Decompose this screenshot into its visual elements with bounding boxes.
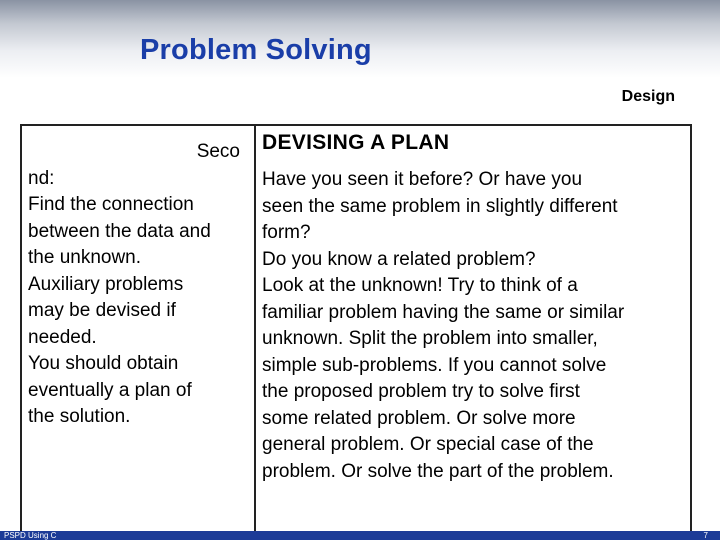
left-line: eventually a plan of xyxy=(28,379,192,401)
slide-subtitle: Design xyxy=(621,88,675,105)
slide-title: Problem Solving xyxy=(140,34,372,66)
left-border xyxy=(20,124,22,531)
left-line: Auxiliary problems xyxy=(28,273,184,295)
left-line: between the data and xyxy=(28,220,211,242)
right-border xyxy=(690,124,692,531)
right-line: familiar problem having the same or similar xyxy=(262,301,625,323)
footer-label: PSPD Using C xyxy=(4,531,57,540)
right-line: general problem. Or special case of the xyxy=(262,434,594,455)
left-line: needed. xyxy=(28,326,97,348)
left-line: the unknown. xyxy=(28,247,142,268)
right-line: some related problem. Or solve more xyxy=(262,407,576,429)
right-column xyxy=(262,131,690,485)
right-body xyxy=(262,167,690,485)
left-line: Find the connection xyxy=(28,194,194,215)
right-line: simple sub-problems. If you cannot solve xyxy=(262,354,607,376)
left-line: nd: xyxy=(28,167,55,189)
left-line: the solution. xyxy=(28,406,131,427)
page-number: 7 xyxy=(703,531,708,540)
right-line: unknown. Split the problem into smaller, xyxy=(262,328,598,349)
column-divider xyxy=(254,124,256,531)
right-line: form? xyxy=(262,222,311,243)
right-heading: DEVISING A PLAN xyxy=(262,131,450,154)
top-rule xyxy=(20,124,692,126)
right-line: Do you know a related problem? xyxy=(262,248,536,270)
left-line: Seco xyxy=(196,141,240,162)
footer-bar xyxy=(0,531,720,540)
left-line: may be devised if xyxy=(28,300,176,321)
right-line: problem. Or solve the part of the problem. xyxy=(262,460,614,482)
left-column xyxy=(28,139,248,431)
left-line: You should obtain xyxy=(28,353,179,374)
right-line: the proposed problem try to solve first xyxy=(262,381,580,402)
right-line: Have you seen it before? Or have you xyxy=(262,169,583,190)
right-line: seen the same problem in slightly different xyxy=(262,195,618,217)
right-line: Look at the unknown! Try to think of a xyxy=(262,275,578,296)
